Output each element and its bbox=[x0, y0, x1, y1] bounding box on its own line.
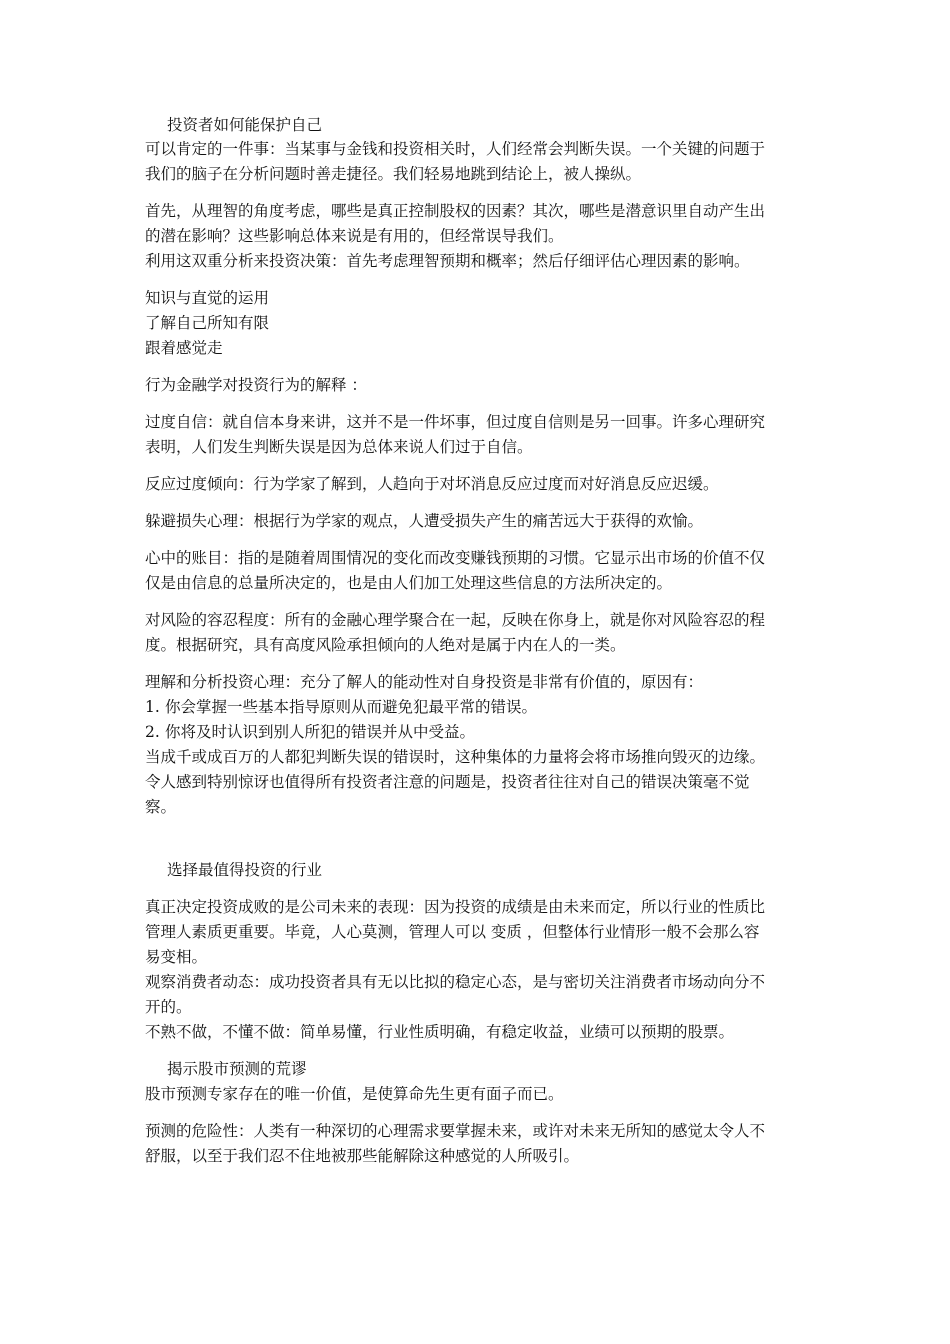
numbered-list bbox=[145, 695, 815, 745]
text-line: 不熟不做，不懂不做：简单易懂，行业性质明确，有稳定收益，业绩可以预期的股票。 bbox=[145, 1023, 735, 1041]
paragraph-forecast-experts: 股市预测专家存在的唯一价值，是使算命先生更有面子而已。 bbox=[145, 1085, 564, 1103]
text-line: 过度自信：就自信本身来讲，这并不是一件坏事，但过度自信则是另一回事。许多心理研究 bbox=[145, 413, 766, 431]
paragraph-overconfidence bbox=[145, 410, 815, 460]
text-line: 我们的脑子在分析问题时善走捷径。我们轻易地跳到结论上，被人操纵。 bbox=[145, 165, 642, 183]
paragraph-collective-errors bbox=[145, 745, 815, 820]
item-text: 你会掌握一些基本指导原则从而避免犯最平常的错误。 bbox=[165, 698, 538, 716]
text-line: 开的。 bbox=[145, 998, 192, 1016]
paragraph-judgment-errors bbox=[145, 137, 815, 187]
text-line: 首先，从理智的角度考虑，哪些是真正控制股权的因素？其次，哪些是潜意识里自动产生出 bbox=[145, 202, 766, 220]
paragraph-industry bbox=[145, 895, 815, 1045]
behavioral-finance-title: 行为金融学对投资行为的解释 ： bbox=[145, 376, 367, 394]
paragraph-prediction-danger bbox=[145, 1119, 815, 1169]
section-title-protect-yourself: 投资者如何能保护自己 bbox=[167, 116, 323, 134]
item-number: 1. bbox=[145, 698, 160, 716]
paragraph-risk-tolerance bbox=[145, 608, 815, 658]
list-item: 了解自己所知有限 bbox=[145, 314, 270, 332]
text-line: 表明，人们发生判断失误是因为总体来说人们过于自信。 bbox=[145, 438, 533, 456]
text-line: 观察消费者动态：成功投资者具有无以比拟的稳定心态，是与密切关注消费者市场动向分不 bbox=[145, 973, 766, 991]
item-text: 你将及时认识到别人所犯的错误并从中受益。 bbox=[165, 723, 476, 741]
text-line: 利用这双重分析来投资决策：首先考虑理智预期和概率；然后仔细评估心理因素的影响。 bbox=[145, 252, 750, 270]
text-line: 可以肯定的一件事：当某事与金钱和投资相关时，人们经常会判断失误。一个关键的问题于 bbox=[145, 140, 766, 158]
text-line: 舒服，以至于我们忍不住地被那些能解除这种感觉的人所吸引。 bbox=[145, 1147, 580, 1165]
text-line: 的潜在影响？这些影响总体来说是有用的，但经常误导我们。 bbox=[145, 227, 564, 245]
paragraph-mental-accounting bbox=[145, 546, 815, 596]
paragraph-understand-psychology: 理解和分析投资心理：充分了解人的能动性对自身投资是非常有价值的，原因有： bbox=[145, 673, 704, 691]
text-line: 令人感到特别惊讶也值得所有投资者注意的问题是，投资者往往对自己的错误决策毫不觉 bbox=[145, 773, 750, 791]
text-line: 预测的危险性：人类有一种深切的心理需求要掌握未来，或许对未来无所知的感觉太令人不 bbox=[145, 1122, 766, 1140]
text-line: 当成千或成百万的人都犯判断失误的错误时，这种集体的力量将会将市场推向毁灭的边缘。 bbox=[145, 748, 766, 766]
numbered-item bbox=[145, 695, 815, 720]
text-line: 管理人素质更重要。毕竟，人心莫测，管理人可以 变质 ，但整体行业情形一般不会那么容 bbox=[145, 923, 760, 941]
text-line: 心中的账目：指的是随着周围情况的变化而改变赚钱预期的习惯。它显示出市场的价值不仅 bbox=[145, 549, 766, 567]
section-title-best-industry: 选择最值得投资的行业 bbox=[167, 861, 323, 879]
text-line: 真正决定投资成败的是公司未来的表现：因为投资的成绩是由未来而定，所以行业的性质比 bbox=[145, 898, 766, 916]
paragraph-overreaction: 反应过度倾向：行为学家了解到，人趋向于对坏消息反应过度而对好消息反应迟缓。 bbox=[145, 475, 719, 493]
text-line: 仅是由信息的总量所决定的，也是由人们加工处理这些信息的方法所决定的。 bbox=[145, 574, 673, 592]
item-number: 2. bbox=[145, 723, 160, 741]
text-line: 对风险的容忍程度：所有的金融心理学聚合在一起，反映在你身上，就是你对风险容忍的程 bbox=[145, 611, 766, 629]
knowledge-list bbox=[145, 286, 815, 361]
paragraph-dual-analysis bbox=[145, 199, 815, 274]
list-item: 跟着感觉走 bbox=[145, 339, 223, 357]
numbered-item bbox=[145, 720, 815, 745]
paragraph-loss-aversion: 躲避损失心理：根据行为学家的观点，人遭受损失产生的痛苦远大于获得的欢愉。 bbox=[145, 512, 704, 530]
text-line: 易变相。 bbox=[145, 948, 208, 966]
text-line: 度。根据研究，具有高度风险承担倾向的人绝对是属于内在人的一类。 bbox=[145, 636, 626, 654]
text-line: 察。 bbox=[145, 798, 177, 816]
document-page bbox=[145, 114, 815, 1169]
section-title-prediction-absurdity: 揭示股市预测的荒谬 bbox=[167, 1060, 307, 1078]
list-item: 知识与直觉的运用 bbox=[145, 289, 270, 307]
